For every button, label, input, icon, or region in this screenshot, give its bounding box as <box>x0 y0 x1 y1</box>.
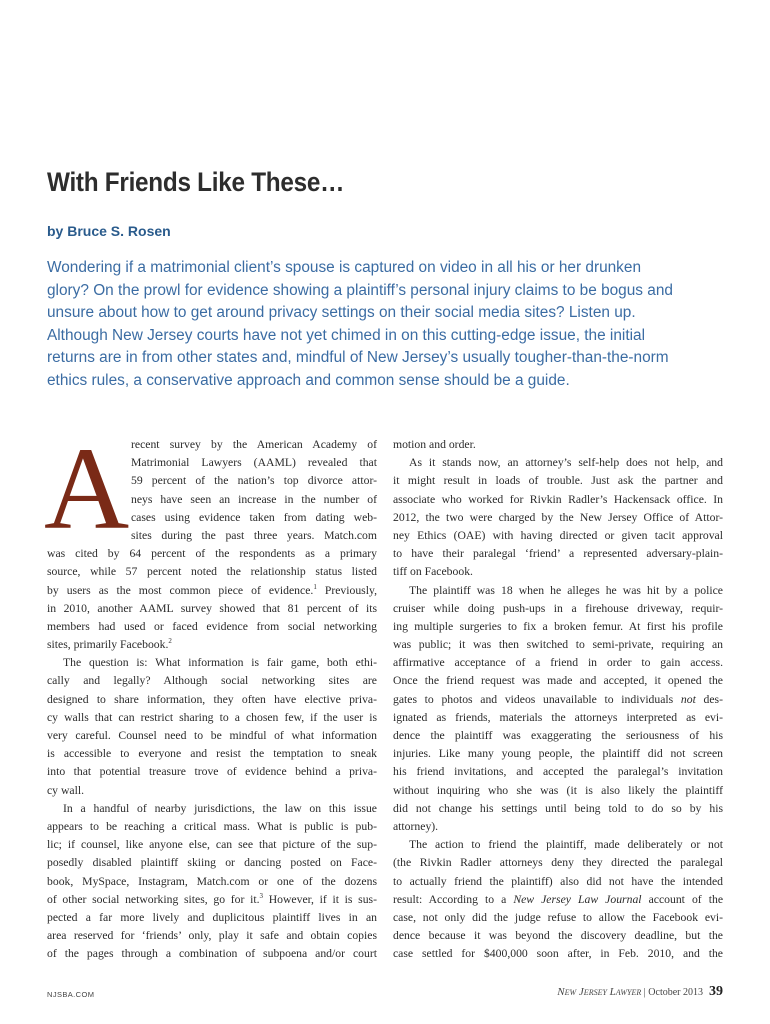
dek-line: Although New Jersey courts have not yet chimed in on this cutting-edge issue, the initial <box>47 326 645 344</box>
body-line: lic; if counsel, like anyone else, can see that picture of the sup- <box>47 838 377 852</box>
page-footer <box>557 984 723 1000</box>
body-line: cy walls that can restrict sharing to a chosen few, if the user is <box>47 710 377 724</box>
dek-line: Wondering if a matrimonial client’s spouse is captured on video in all his or her drunken <box>47 259 641 276</box>
footnote-ref: 3 <box>259 891 263 900</box>
body-line: ing multiple surgeries to fix a broken femur. At first his profile <box>393 619 723 633</box>
body-line: into that potential treasure trove of evidence behind a priva- <box>47 765 377 779</box>
body-text: gates to photos and videos unavailable to individuals <box>393 692 681 706</box>
body-line: cy wall. <box>47 783 84 797</box>
article-title: With Friends Like These… <box>47 167 345 197</box>
body-line: was cited by 64 percent of the respondents as a primary <box>47 547 377 561</box>
body-line <box>393 891 723 909</box>
footnote-ref: 1 <box>313 582 317 591</box>
body-line: cruiser while doing push-ups in a firehouse driveway, requir- <box>393 601 723 615</box>
drop-cap: A <box>44 423 130 554</box>
body-line: source, while 57 percent noted the relationship status listed <box>47 565 377 579</box>
body-line: pected a far more lively and duplicitous plaintiff lives in an <box>47 910 377 924</box>
body-line: sites during the past three years. Match.com <box>131 528 377 542</box>
body-line: without inquiring who she was (it is also likely the plaintiff <box>393 783 723 797</box>
body-line: The plaintiff was 18 when he alleges he was hit by a police <box>409 583 723 597</box>
body-column-left <box>44 423 377 963</box>
body-line: cases using evidence taken from dating web- <box>131 510 377 524</box>
body-line: very careful. Counsel need to be mindful of what information <box>47 729 377 742</box>
body-line: Once the friend request was made and accepted, it opened the <box>393 674 723 688</box>
dek-line: unsure about how to get around privacy settings on their social media sites? Listen up. <box>47 304 636 321</box>
publication-name-italic: New Jersey Law Journal <box>513 892 642 906</box>
body-line: ney Ethics (OAE) with having directed or given tacit approval <box>393 528 723 542</box>
body-line: ignated as friends, materials the attorneys interpreted as evi- <box>393 710 723 724</box>
article-dek <box>47 257 723 392</box>
body-line <box>47 582 377 600</box>
body-line: 59 percent of the nation’s top divorce attor- <box>131 474 377 488</box>
footer-issue: October 2013 <box>648 987 703 998</box>
body-line: book, MySpace, Instagram, Match.com or one of the dozens <box>47 874 377 888</box>
body-line: cally and legally? Although social networking sites are <box>47 674 377 688</box>
body-line: of the pages through a combination of subpoena and/or court <box>47 947 377 961</box>
body-line: motion and order. <box>393 438 476 451</box>
body-line: posedly disabled plaintiff skiing or dancing posted on Face- <box>47 856 377 870</box>
byline: by Bruce S. Rosen <box>47 223 171 239</box>
body-line: tiff on Facebook. <box>393 565 473 579</box>
body-line: neys have seen an increase in the number of <box>131 492 377 506</box>
footer-separator: | <box>641 987 649 998</box>
body-text: of other social networking sites, go for it. <box>47 892 260 906</box>
body-line: The action to friend the plaintiff, made deliberately or not <box>409 838 723 852</box>
body-line: is accessible to everyone and resist the temptation to sneak <box>47 747 377 761</box>
body-line: case, not only did the judge refuse to allow the Facebook evi- <box>393 910 723 924</box>
dek-line: returns are in from other states and, mindful of New Jersey’s usually tougher-than-the-norm <box>47 349 669 366</box>
body-line: area reserved for ‘friends’ only, play it safe and obtain copies <box>47 929 377 943</box>
body-text: des- <box>695 692 723 706</box>
body-text: by users as the most common piece of evidence. <box>47 583 314 597</box>
body-line <box>47 636 377 654</box>
body-line: injuries. Like many young people, the plaintiff did not screen <box>393 747 723 761</box>
body-line: designed to share information, they often have elective priva- <box>47 692 377 706</box>
body-line: attorney). <box>393 819 439 833</box>
body-line: dence the plaintiff was exaggerating the seriousness of his <box>393 729 723 742</box>
body-text: Previously, <box>324 583 377 597</box>
body-column-right <box>393 436 723 963</box>
body-line: dence because it was beyond the discovery deadline, but the <box>393 929 723 943</box>
body-line: As it stands now, an attorney’s self-help does not help, and <box>409 456 723 470</box>
footer-publication: New Jersey Lawyer <box>557 986 642 998</box>
body-line: affirmative acceptance of a friend in order to gain access. <box>393 656 723 670</box>
body-text: However, if it is sus- <box>268 892 377 906</box>
body-line: associate who worked for Rivkin Radler’s Hackensack office. In <box>393 492 723 506</box>
footer-site: NJSBA.COM <box>47 990 95 999</box>
dek-line: glory? On the prowl for evidence showing a plaintiff’s personal injury claims to be bogus and <box>47 281 673 299</box>
body-line: in 2010, another AAML survey showed that 81 percent of its <box>47 601 377 615</box>
body-line: In a handful of nearby jurisdictions, the law on this issue <box>63 801 377 815</box>
body-line: The question is: What information is fair game, both ethi- <box>63 656 377 670</box>
body-line: it might result in loads of trouble. Just ask the partner and <box>393 474 723 488</box>
body-line: (the Rivkin Radler attorneys deny they directed the paralegal <box>393 856 723 870</box>
footnote-ref: 2 <box>168 637 172 646</box>
body-text: account of the <box>641 892 724 906</box>
body-text: result: According to a <box>393 892 514 906</box>
body-line: appears to be reaching a critical mass. What is public is pub- <box>47 819 377 833</box>
body-text: sites, primarily Facebook. <box>47 638 169 652</box>
body-line: Matrimonial Lawyers (AAML) revealed that <box>131 456 377 470</box>
body-line: to have their paralegal ‘friend’ a represented adversary-plain- <box>393 547 723 561</box>
dek-line: ethics rules, a conservative approach and common sense should be a guide. <box>47 371 570 389</box>
body-line: 2012, the two were charged by the New Jersey Office of Attor- <box>393 510 723 524</box>
body-line <box>393 691 723 709</box>
body-line: was public; it was then switched to semi-private, requiring an <box>393 638 723 652</box>
body-line: to actually friend the plaintiff) also did not have the intended <box>393 874 723 888</box>
emphasis-text: not <box>680 692 696 706</box>
body-line <box>47 891 377 909</box>
body-line: his friend invitations, and accepted the paralegal’s invitation <box>393 765 723 779</box>
body-line: case settled for $400,000 soon after, in Feb. 2010, and the <box>393 947 723 961</box>
page-number: 39 <box>709 984 723 999</box>
body-line: recent survey by the American Academy of <box>131 438 377 451</box>
body-line: members had used or faced evidence from social networking <box>47 619 377 633</box>
body-line: did not change his settings until being told to do so by his <box>393 801 723 815</box>
